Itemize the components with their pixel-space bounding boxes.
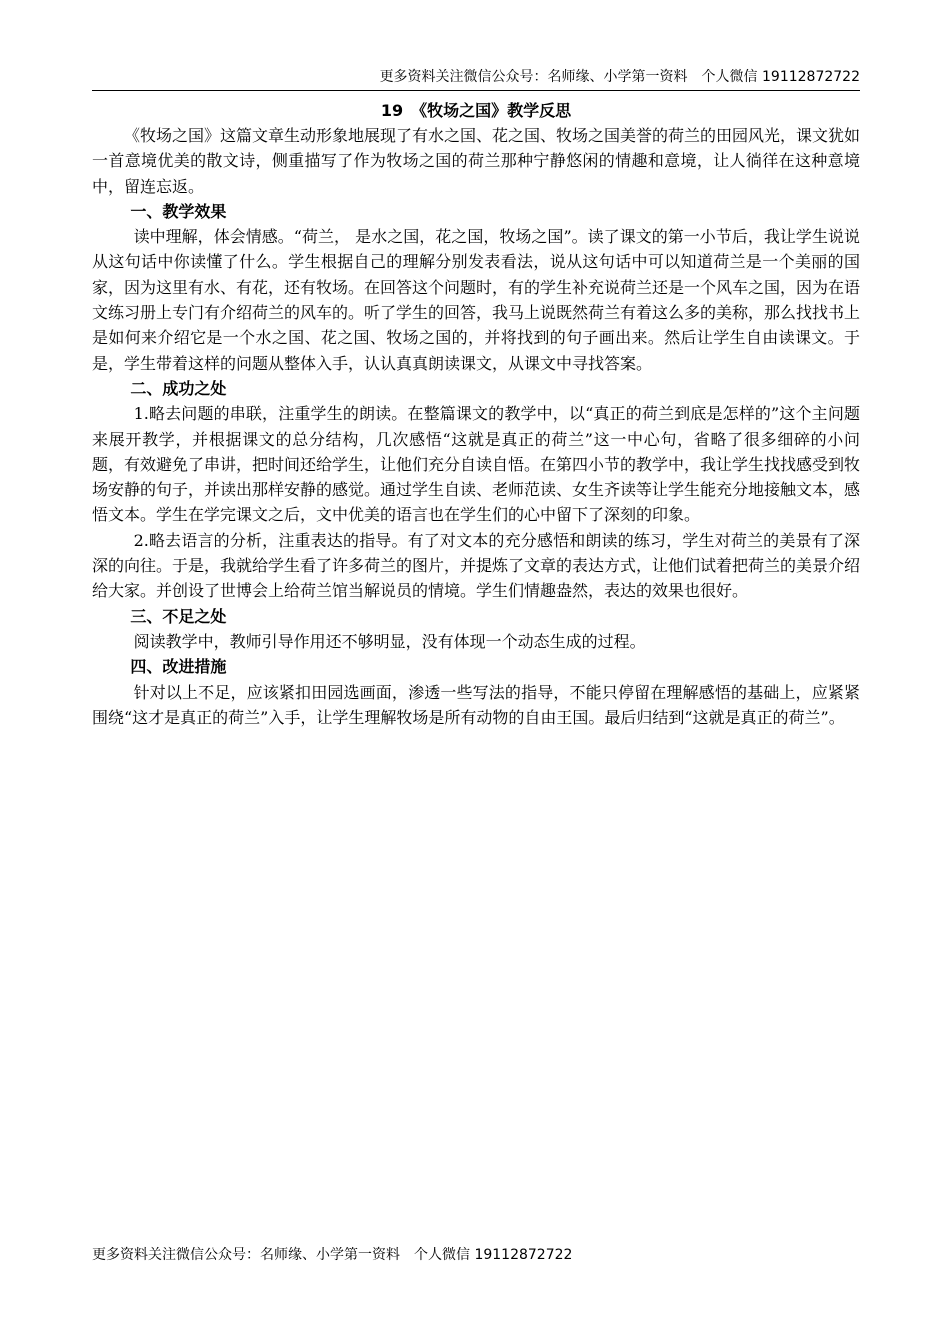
section-heading-improvements: 四、改进措施: [130, 657, 227, 677]
section-paragraph: 1.略去问题的串联，注重学生的朗读。在整篇课文的教学中，以“真正的荷兰到底是怎样的”这个主问题来展开教学，并根据课文的总分结构，几次感悟“这就是真正的荷兰”这一中心句，省略了很多细碎的小问题，有效避免了串讲，把时间还给学生，让他们充分自读自悟。在第四小节的教学中，我让学生找找感受到牧场安静的句子，并读出那样安静的感觉。通过学生自读、老师范读、女生齐读等让学生能充分地接触文本，感悟文本。学生在学完课文之后，文中优美的语言也在学生们的心中留下了深刻的印象。: [92, 404, 861, 525]
section-heading-success: 二、成功之处: [130, 378, 227, 398]
section-heading-shortcomings: 三、不足之处: [130, 606, 227, 626]
section-paragraph: 读中理解，体会情感。“荷兰， 是水之国，花之国，牧场之国”。读了课文的第一小节后，我让学生说说从这句话中你读懂了什么。学生根据自己的理解分别发表看法，说从这句话中可以知道荷兰是一个美丽的国家，因为这里有水、有花，还有牧场。在回答这个问题时，有的学生补充说荷兰还是一个风车之国，因为在语文练习册上专门有介绍荷兰的风车的。听了学生的回答，我马上说既然荷兰有着这么多的美称，那么找找书上是如何来介绍它是一个水之国、花之国、牧场之国的，并将找到的句子画出来。然后让学生自由读课文。于是，学生带着这样的问题从整体入手，认认真真朗读课文，从课文中寻找答案。: [92, 227, 861, 373]
section-heading-effect: 一、教学效果: [130, 201, 227, 221]
document-body: [92, 98, 860, 730]
header-text: 更多资料关注微信公众号：名师缘、小学第一资料 个人微信 19112872722: [379, 69, 860, 85]
section-paragraph: 针对以上不足，应该紧扣田园选画面，渗透一些写法的指导，不能只停留在理解感悟的基础上，应紧紧围绕“这才是真正的荷兰”入手，让学生理解牧场是所有动物的自由王国。最后归结到“这就是真正的荷兰”。: [92, 682, 860, 727]
footer-text: 更多资料关注微信公众号：名师缘、小学第一资料 个人微信 19112872722: [92, 1247, 573, 1263]
intro-paragraph: 《牧场之国》这篇文章生动形象地展现了有水之国、花之国、牧场之国美誉的荷兰的田园风光，课文犹如一首意境优美的散文诗，侧重描写了作为牧场之国的荷兰那种宁静悠闲的情趣和意境，让人徜徉在这种意境中，留连忘返。: [92, 126, 861, 196]
document-title: 19 《牧场之国》教学反思: [380, 101, 572, 120]
page-header: [92, 68, 860, 91]
section-paragraph: 2.略去语言的分析，注重表达的指导。有了对文本的充分感悟和朗读的练习，学生对荷兰的美景有了深深的向往。于是，我就给学生看了许多荷兰的图片，并提炼了文章的表达方式，让他们试着把荷兰的美景介绍给大家。并创设了世博会上给荷兰馆当解说员的情境。学生们情趣盎然，表达的效果也很好。: [92, 530, 861, 601]
page-footer: [92, 1246, 572, 1264]
section-paragraph: 阅读教学中，教师引导作用还不够明显，没有体现一个动态生成的过程。: [133, 631, 646, 651]
